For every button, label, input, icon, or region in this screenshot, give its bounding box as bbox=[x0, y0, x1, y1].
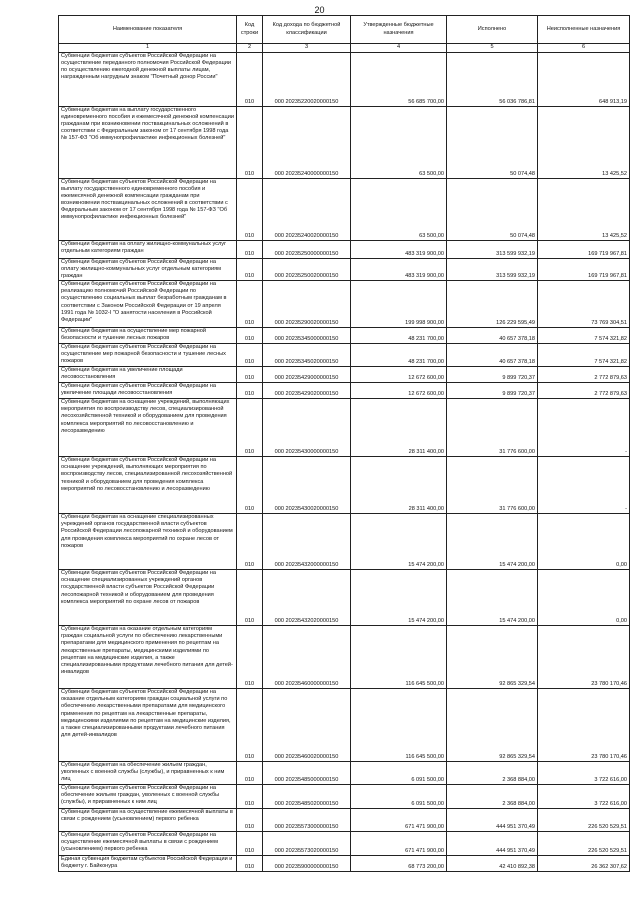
row-executed: 313 599 932,19 bbox=[447, 259, 538, 281]
row-name: Субвенции бюджетам на осуществление мер пожарной безопасности и тушение лесных пожаров bbox=[59, 328, 237, 344]
row-name: Субвенции бюджетам субъектов Российской Федерации на осуществление мер пожарной безопасности и тушение лесных пожаров bbox=[59, 344, 237, 367]
row-approved: 68 773 200,00 bbox=[351, 856, 447, 872]
row-executed: 92 865 329,54 bbox=[447, 689, 538, 762]
row-executed: 444 951 370,49 bbox=[447, 809, 538, 832]
header-name: Наименование показателя bbox=[59, 16, 237, 44]
row-executed: 15 474 200,00 bbox=[447, 570, 538, 626]
table-row bbox=[59, 832, 630, 856]
row-name: Субвенции бюджетам субъектов Российской Федерации на осуществление переданного полномочия Российской Федерации по осуществлению ежегодной денежной выплаты лицам, награжденным нагрудным знаком "Почетный донор России" bbox=[59, 53, 237, 107]
table-row bbox=[59, 626, 630, 689]
row-budget-code: 000 20235573020000150 bbox=[263, 832, 351, 856]
row-budget-code: 000 20235430020000150 bbox=[263, 457, 351, 514]
row-name: Субвенции бюджетам субъектов Российской Федерации на выплату государственного единовременного пособия и ежемесячной денежной компенсации гражданам при возникновении поствакцинальных осложнений в соответствии с Федеральным законом от 17 сентября 1998 года № 157-ФЗ "Об иммунопрофилактике инфекционных болезней" bbox=[59, 179, 237, 241]
row-executed: 50 074,48 bbox=[447, 107, 538, 179]
row-code: 010 bbox=[237, 281, 263, 328]
row-not-executed: 7 574 321,82 bbox=[538, 344, 630, 367]
row-not-executed: 226 520 529,51 bbox=[538, 832, 630, 856]
row-code: 010 bbox=[237, 179, 263, 241]
table-row bbox=[59, 281, 630, 328]
row-not-executed: 226 520 529,51 bbox=[538, 809, 630, 832]
row-name: Субвенции бюджетам субъектов Российской Федерации на увеличение площади лесовосстановления bbox=[59, 383, 237, 399]
table-row bbox=[59, 328, 630, 344]
row-name: Единая субвенция бюджетам субъектов Российской Федерации и бюджету г. Байконура bbox=[59, 856, 237, 872]
table-row bbox=[59, 856, 630, 872]
row-approved: 116 645 500,00 bbox=[351, 689, 447, 762]
row-not-executed: 73 769 304,51 bbox=[538, 281, 630, 328]
row-code: 010 bbox=[237, 689, 263, 762]
table-row bbox=[59, 762, 630, 785]
column-number: 3 bbox=[263, 44, 351, 53]
row-executed: 126 229 595,49 bbox=[447, 281, 538, 328]
row-name: Субвенции бюджетам субъектов Российской Федерации на обеспечение жильем граждан, уволенных с военной службы (службы), и приравненных к ним лиц bbox=[59, 785, 237, 809]
row-name: Субвенции бюджетам на оплату жилищно-коммунальных услуг отдельным категориям граждан bbox=[59, 241, 237, 259]
row-name: Субвенции бюджетам субъектов Российской Федерации на реализацию полномочий Российской Федерации по осуществлению социальных выплат безработным гражданам в соответствии с Законом Российской Федерации от 19 апреля 1991 года № 1032-I "О занятости населения в Российской Федерации" bbox=[59, 281, 237, 328]
row-not-executed: 13 425,52 bbox=[538, 179, 630, 241]
table-row bbox=[59, 785, 630, 809]
header-row bbox=[59, 16, 630, 44]
row-name: Субвенции бюджетам на увеличение площади лесовосстановления bbox=[59, 367, 237, 383]
table-row bbox=[59, 53, 630, 107]
row-budget-code: 000 20235429020000150 bbox=[263, 383, 351, 399]
row-code: 010 bbox=[237, 457, 263, 514]
page-number: 20 bbox=[314, 5, 325, 15]
row-approved: 15 474 200,00 bbox=[351, 570, 447, 626]
row-name: Субвенции бюджетам на оснащение учреждений, выполняющих мероприятия по воспроизводству лесов, специализированной лесохозяйственной техникой и оборудованием для проведения комплекса мероприятий по лесовосстановлению и лесоразведению bbox=[59, 399, 237, 457]
table-row bbox=[59, 399, 630, 457]
row-name: Субвенции бюджетам на оснащение специализированных учреждений органов государственной власти субъектов Российской Федерации лесопожарной техникой и оборудованием для проведения комплекса мероприятий по охране лесов от пожаров bbox=[59, 514, 237, 570]
row-budget-code: 000 20235573000000150 bbox=[263, 809, 351, 832]
table-row bbox=[59, 383, 630, 399]
row-approved: 56 685 700,00 bbox=[351, 53, 447, 107]
row-not-executed: 7 574 321,82 bbox=[538, 328, 630, 344]
row-code: 010 bbox=[237, 626, 263, 689]
table-row bbox=[59, 457, 630, 514]
table-row bbox=[59, 809, 630, 832]
row-budget-code: 000 20235250000000150 bbox=[263, 241, 351, 259]
row-approved: 671 471 900,00 bbox=[351, 832, 447, 856]
row-code: 010 bbox=[237, 344, 263, 367]
row-approved: 48 231 700,00 bbox=[351, 328, 447, 344]
row-code: 010 bbox=[237, 856, 263, 872]
row-code: 010 bbox=[237, 241, 263, 259]
column-number: 5 bbox=[447, 44, 538, 53]
row-not-executed: 169 719 967,81 bbox=[538, 259, 630, 281]
row-executed: 42 410 892,38 bbox=[447, 856, 538, 872]
column-number-row bbox=[59, 44, 630, 53]
row-code: 010 bbox=[237, 762, 263, 785]
row-not-executed: 169 719 967,81 bbox=[538, 241, 630, 259]
row-code: 010 bbox=[237, 383, 263, 399]
row-executed: 31 776 600,00 bbox=[447, 457, 538, 514]
row-code: 010 bbox=[237, 259, 263, 281]
row-budget-code: 000 20235430000000150 bbox=[263, 399, 351, 457]
budget-table bbox=[58, 15, 630, 872]
row-name: Субвенции бюджетам на оказание отдельным категориям граждан социальной услуги по обеспечению лекарственными препаратами для медицинского применения по рецептам на лекарственные препараты, медицинскими изделиями по рецептам на медицинские изделия, а также специализированными продуктами лечебного питания для детей-инвалидов bbox=[59, 626, 237, 689]
row-not-executed: - bbox=[538, 399, 630, 457]
row-executed: 313 599 932,19 bbox=[447, 241, 538, 259]
table-row bbox=[59, 344, 630, 367]
row-name: Субвенции бюджетам субъектов Российской Федерации на оснащение специализированных учреждений органов государственной власти субъектов Российской Федерации лесопожарной техникой и оборудованием для проведения комплекса мероприятий по охране лесов от пожаров bbox=[59, 570, 237, 626]
row-name: Субвенции бюджетам субъектов Российской Федерации на оплату жилищно-коммунальных услуг отдельным категориям граждан bbox=[59, 259, 237, 281]
header-code: Код строки bbox=[237, 16, 263, 44]
row-executed: 9 899 720,37 bbox=[447, 367, 538, 383]
row-not-executed: 23 780 170,46 bbox=[538, 689, 630, 762]
row-executed: 92 865 329,54 bbox=[447, 626, 538, 689]
row-not-executed: 23 780 170,46 bbox=[538, 626, 630, 689]
row-executed: 40 657 378,18 bbox=[447, 344, 538, 367]
row-not-executed: - bbox=[538, 457, 630, 514]
row-executed: 50 074,48 bbox=[447, 179, 538, 241]
row-name: Субвенции бюджетам на выплату государственного единовременного пособия и ежемесячной денежной компенсации гражданам при возникновении поствакцинальных осложнений в соответствии с Федеральным законом от 17 сентября 1998 года № 157-ФЗ "Об иммунопрофилактике инфекционных болезней" bbox=[59, 107, 237, 179]
table-body bbox=[59, 53, 630, 872]
table-row bbox=[59, 689, 630, 762]
row-executed: 56 036 786,81 bbox=[447, 53, 538, 107]
row-budget-code: 000 20235250020000150 bbox=[263, 259, 351, 281]
row-budget-code: 000 20235460000000150 bbox=[263, 626, 351, 689]
row-not-executed: 3 722 616,00 bbox=[538, 785, 630, 809]
row-approved: 63 500,00 bbox=[351, 179, 447, 241]
row-executed: 31 776 600,00 bbox=[447, 399, 538, 457]
row-approved: 6 091 500,00 bbox=[351, 762, 447, 785]
row-code: 010 bbox=[237, 832, 263, 856]
row-approved: 15 474 200,00 bbox=[351, 514, 447, 570]
table-row bbox=[59, 179, 630, 241]
row-approved: 483 319 900,00 bbox=[351, 259, 447, 281]
row-executed: 15 474 200,00 bbox=[447, 514, 538, 570]
row-approved: 116 645 500,00 bbox=[351, 626, 447, 689]
row-approved: 48 231 700,00 bbox=[351, 344, 447, 367]
table-row bbox=[59, 570, 630, 626]
row-code: 010 bbox=[237, 514, 263, 570]
row-budget-code: 000 20235240020000150 bbox=[263, 179, 351, 241]
row-budget-code: 000 20235460020000150 bbox=[263, 689, 351, 762]
row-budget-code: 000 20235240000000150 bbox=[263, 107, 351, 179]
row-approved: 199 998 900,00 bbox=[351, 281, 447, 328]
row-not-executed: 2 772 879,63 bbox=[538, 383, 630, 399]
row-name: Субвенции бюджетам на обеспечение жильем граждан, уволенных с военной службы (службы), и приравненных к ним лиц bbox=[59, 762, 237, 785]
table-row bbox=[59, 514, 630, 570]
row-budget-code: 000 20235485000000150 bbox=[263, 762, 351, 785]
row-budget-code: 000 20235220020000150 bbox=[263, 53, 351, 107]
row-budget-code: 000 20235429000000150 bbox=[263, 367, 351, 383]
column-number: 6 bbox=[538, 44, 630, 53]
row-budget-code: 000 20235345000000150 bbox=[263, 328, 351, 344]
table-row bbox=[59, 259, 630, 281]
row-executed: 9 899 720,37 bbox=[447, 383, 538, 399]
row-not-executed: 0,00 bbox=[538, 570, 630, 626]
row-executed: 40 657 378,18 bbox=[447, 328, 538, 344]
row-code: 010 bbox=[237, 809, 263, 832]
row-budget-code: 000 20235432020000150 bbox=[263, 570, 351, 626]
row-approved: 28 311 400,00 bbox=[351, 457, 447, 514]
header-approved: Утвержденные бюджетные назначения bbox=[351, 16, 447, 44]
row-approved: 12 672 600,00 bbox=[351, 367, 447, 383]
row-approved: 483 319 900,00 bbox=[351, 241, 447, 259]
row-budget-code: 000 20235485020000150 bbox=[263, 785, 351, 809]
row-approved: 12 672 600,00 bbox=[351, 383, 447, 399]
row-approved: 63 500,00 bbox=[351, 107, 447, 179]
row-name: Субвенции бюджетам на осуществление ежемесячной выплаты в связи с рождением (усыновлением) первого ребенка bbox=[59, 809, 237, 832]
row-approved: 671 471 900,00 bbox=[351, 809, 447, 832]
row-code: 010 bbox=[237, 399, 263, 457]
row-name: Субвенции бюджетам субъектов Российской Федерации на оказание отдельным категориям граждан социальной услуги по обеспечению лекарственными препаратами для медицинского применения по рецептам на лекарственные препараты, медицинскими изделиями по рецептам на медицинские изделия, а также специализированными продуктами лечебного питания для детей-инвалидов bbox=[59, 689, 237, 762]
row-budget-code: 000 20235900000000150 bbox=[263, 856, 351, 872]
row-not-executed: 26 362 307,62 bbox=[538, 856, 630, 872]
row-not-executed: 0,00 bbox=[538, 514, 630, 570]
row-not-executed: 13 425,52 bbox=[538, 107, 630, 179]
row-code: 010 bbox=[237, 53, 263, 107]
row-code: 010 bbox=[237, 367, 263, 383]
row-budget-code: 000 20235432000000150 bbox=[263, 514, 351, 570]
table-row bbox=[59, 241, 630, 259]
row-not-executed: 2 772 879,63 bbox=[538, 367, 630, 383]
table-row bbox=[59, 367, 630, 383]
row-code: 010 bbox=[237, 107, 263, 179]
table-row bbox=[59, 107, 630, 179]
header-executed: Исполнено bbox=[447, 16, 538, 44]
column-number: 1 bbox=[59, 44, 237, 53]
row-approved: 6 091 500,00 bbox=[351, 785, 447, 809]
row-budget-code: 000 20235290020000150 bbox=[263, 281, 351, 328]
header-budget-code: Код дохода по бюджетной классификации bbox=[263, 16, 351, 44]
row-code: 010 bbox=[237, 785, 263, 809]
row-executed: 2 368 884,00 bbox=[447, 762, 538, 785]
row-code: 010 bbox=[237, 328, 263, 344]
header-not-executed: Неисполненные назначения bbox=[538, 16, 630, 44]
row-executed: 444 951 370,49 bbox=[447, 832, 538, 856]
row-name: Субвенции бюджетам субъектов Российской Федерации на оснащение учреждений, выполняющих мероприятия по воспроизводству лесов, специализированной лесохозяйственной техникой и оборудованием для проведения комплекса мероприятий по лесовосстановлению и лесоразведению bbox=[59, 457, 237, 514]
row-name: Субвенции бюджетам субъектов Российской Федерации на осуществление ежемесячной выплаты в связи с рождением (усыновлением) первого ребенка bbox=[59, 832, 237, 856]
row-not-executed: 3 722 616,00 bbox=[538, 762, 630, 785]
column-number: 4 bbox=[351, 44, 447, 53]
row-code: 010 bbox=[237, 570, 263, 626]
row-not-executed: 648 913,19 bbox=[538, 53, 630, 107]
row-budget-code: 000 20235345020000150 bbox=[263, 344, 351, 367]
column-number: 2 bbox=[237, 44, 263, 53]
row-executed: 2 368 884,00 bbox=[447, 785, 538, 809]
row-approved: 28 311 400,00 bbox=[351, 399, 447, 457]
